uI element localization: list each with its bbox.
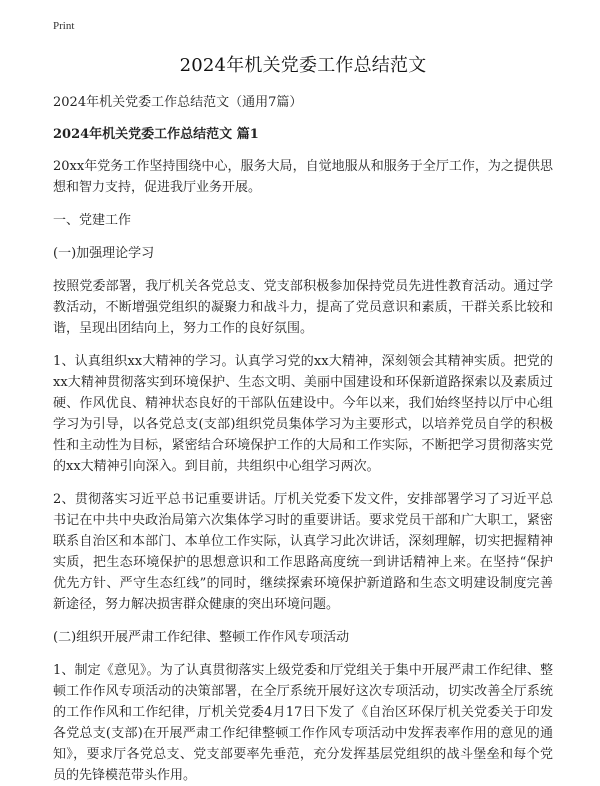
- section-title: 2024年机关党委工作总结范文 篇1: [53, 127, 259, 142]
- paragraph-education: 按照党委部署，我厅机关各党总支、党支部积极参加保持党员先进性教育活动。通过学教活动，不断增强党组织的凝聚力和战斗力，提高了党员意识和素质，干群关系比较和谐，呈现出团结向上，努力工作的良好氛围。: [53, 279, 553, 336]
- print-label[interactable]: Print: [53, 20, 75, 32]
- paragraph-opinion: 1、制定《意见》。为了认真贯彻落实上级党委和厅党组关于集中开展严肃工作纪律、整顿工作作风专项活动的决策部署，在全厅系统开展好这次专项活动，切实改善全厅系统的工作作风和工作纪律，厅机关党委4月17日下发了《自治区环保厅机关党委关于印发各党总支(支部)在开展严肃工作纪律整顿工作作风专项活动中发挥表率作用的意见的通知》，要求厅各党总支、党支部要率先垂范，充分发挥基层党组织的战斗堡垒和每个党员的先锋模范带头作用。: [53, 663, 553, 783]
- heading-theory-study: (一)加强理论学习: [53, 246, 155, 261]
- paragraph-item-1: 1、认真组织xx大精神的学习。认真学习党的xx大精神，深刻领会其精神实质。把党的xx大精神贯彻落实到环境保护、生态文明、美丽中国建设和环保新道路探索以及素质过硬、作风优良、精神状态良好的干部队伍建设中。今年以来，我们始终坚持以厅中心组学习为引导，以各党总支(支部)组织党员集体学习为主要形式，以培养党员自学的积极性和主动性为目标，紧密结合环境保护工作的大局和工作实际，不断把学习贯彻落实党的xx大精神引向深入。到目前，共组织中心组学习两次。: [53, 354, 553, 474]
- document-subtitle: 2024年机关党委工作总结范文（通用7篇）: [53, 95, 303, 110]
- heading-party-building: 一、党建工作: [53, 213, 132, 228]
- paragraph-intro: 20xx年党务工作坚持围绕中心，服务大局，自觉地服从和服务于全厅工作，为之提供思想和智力支持，促进我厅业务开展。: [53, 159, 553, 195]
- document: [53, 52, 553, 786]
- document-title: 2024年机关党委工作总结范文: [179, 55, 427, 76]
- paragraph-item-2: 2、贯彻落实习近平总书记重要讲话。厅机关党委下发文件，安排部署学习了习近平总书记在中共中央政治局第六次集体学习时的重要讲话。要求党员干部和广大职工，紧密联系自治区和本部门、本单位工作实际，认真学习此次讲话，深刻理解，切实把握精神实质，把生态环境保护的思想意识和工作思路高度统一到讲话精神上来。在坚持“保护优先方针、严守生态红线”的同时，继续探索环境保护新道路和生态文明建设制度完善新途径，努力解决损害群众健康的突出环境问题。: [53, 492, 553, 612]
- heading-discipline-campaign: (二)组织开展严肃工作纪律、整顿工作作风专项活动: [53, 630, 350, 645]
